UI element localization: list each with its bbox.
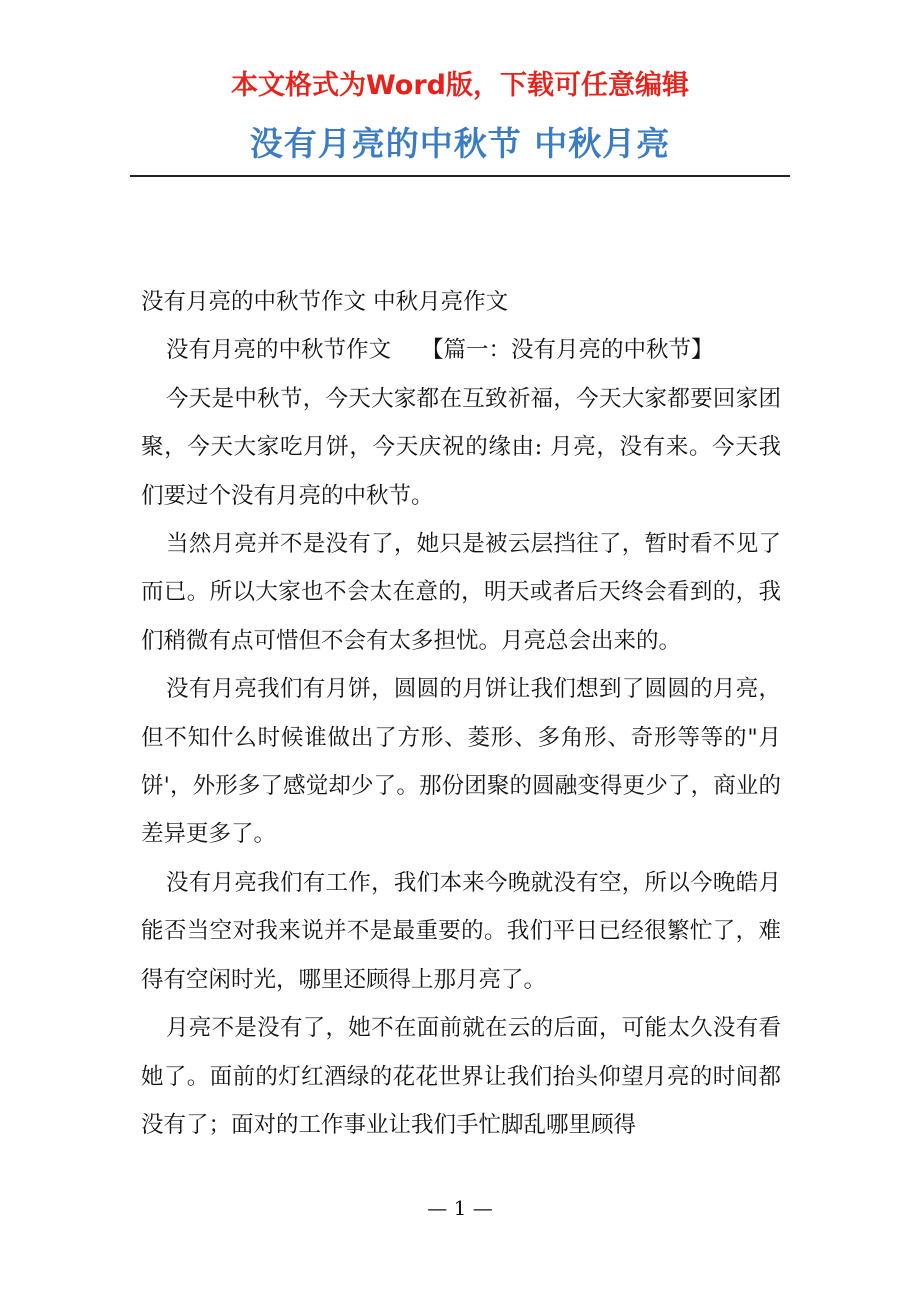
paragraph: 当然月亮并不是没有了，她只是被云层挡往了，暂时看不见了而已。所以大家也不会太在意的，明天或者后天终会看到的，我们稍微有点可惜但不会有太多担忧。月亮总会出来的。	[141, 531, 781, 654]
subheading-title: 没有月亮的中秋节作文	[166, 337, 392, 364]
page-number: — 1 —	[427, 1196, 493, 1220]
article-subheading	[141, 326, 781, 374]
document-title: 没有月亮的中秋节 中秋月亮	[249, 124, 671, 163]
subheading-section: 【篇一：没有月亮的中秋节】	[421, 337, 714, 364]
document-body	[141, 278, 781, 1149]
title-divider	[130, 175, 790, 177]
paragraph: 没有月亮我们有工作，我们本来今晚就没有空，所以今晚皓月能否当空对我来说并不是最重要的。我们平日已经很繁忙了，难得有空闲时光，哪里还顾得上那月亮了。	[141, 869, 781, 993]
article-heading: 没有月亮的中秋节作文 中秋月亮作文	[141, 289, 509, 315]
paragraph: 月亮不是没有了，她不在面前就在云的后面，可能太久没有看她了。面前的灯红酒绿的花花世界让我们抬头仰望月亮的时间都没有了；面对的工作事业让我们手忙脚乱哪里顾得	[141, 1015, 781, 1138]
paragraph: 没有月亮我们有月饼，圆圆的月饼让我们想到了圆圆的月亮，但不知什么时候谁做出了方形、菱形、多角形、奇形等等的"月饼'，外形多了感觉却少了。那份团聚的圆融变得更少了，商业的差异更多了。	[141, 676, 781, 848]
paragraph: 今天是中秋节，今天大家都在互致祈福，今天大家都要回家团聚，今天大家吃月饼，今天庆祝的缘由: 月亮，没有来。今天我们要过个没有月亮的中秋节。	[141, 385, 781, 509]
format-notice: 本文格式为Word版，下载可任意编辑	[230, 70, 689, 101]
